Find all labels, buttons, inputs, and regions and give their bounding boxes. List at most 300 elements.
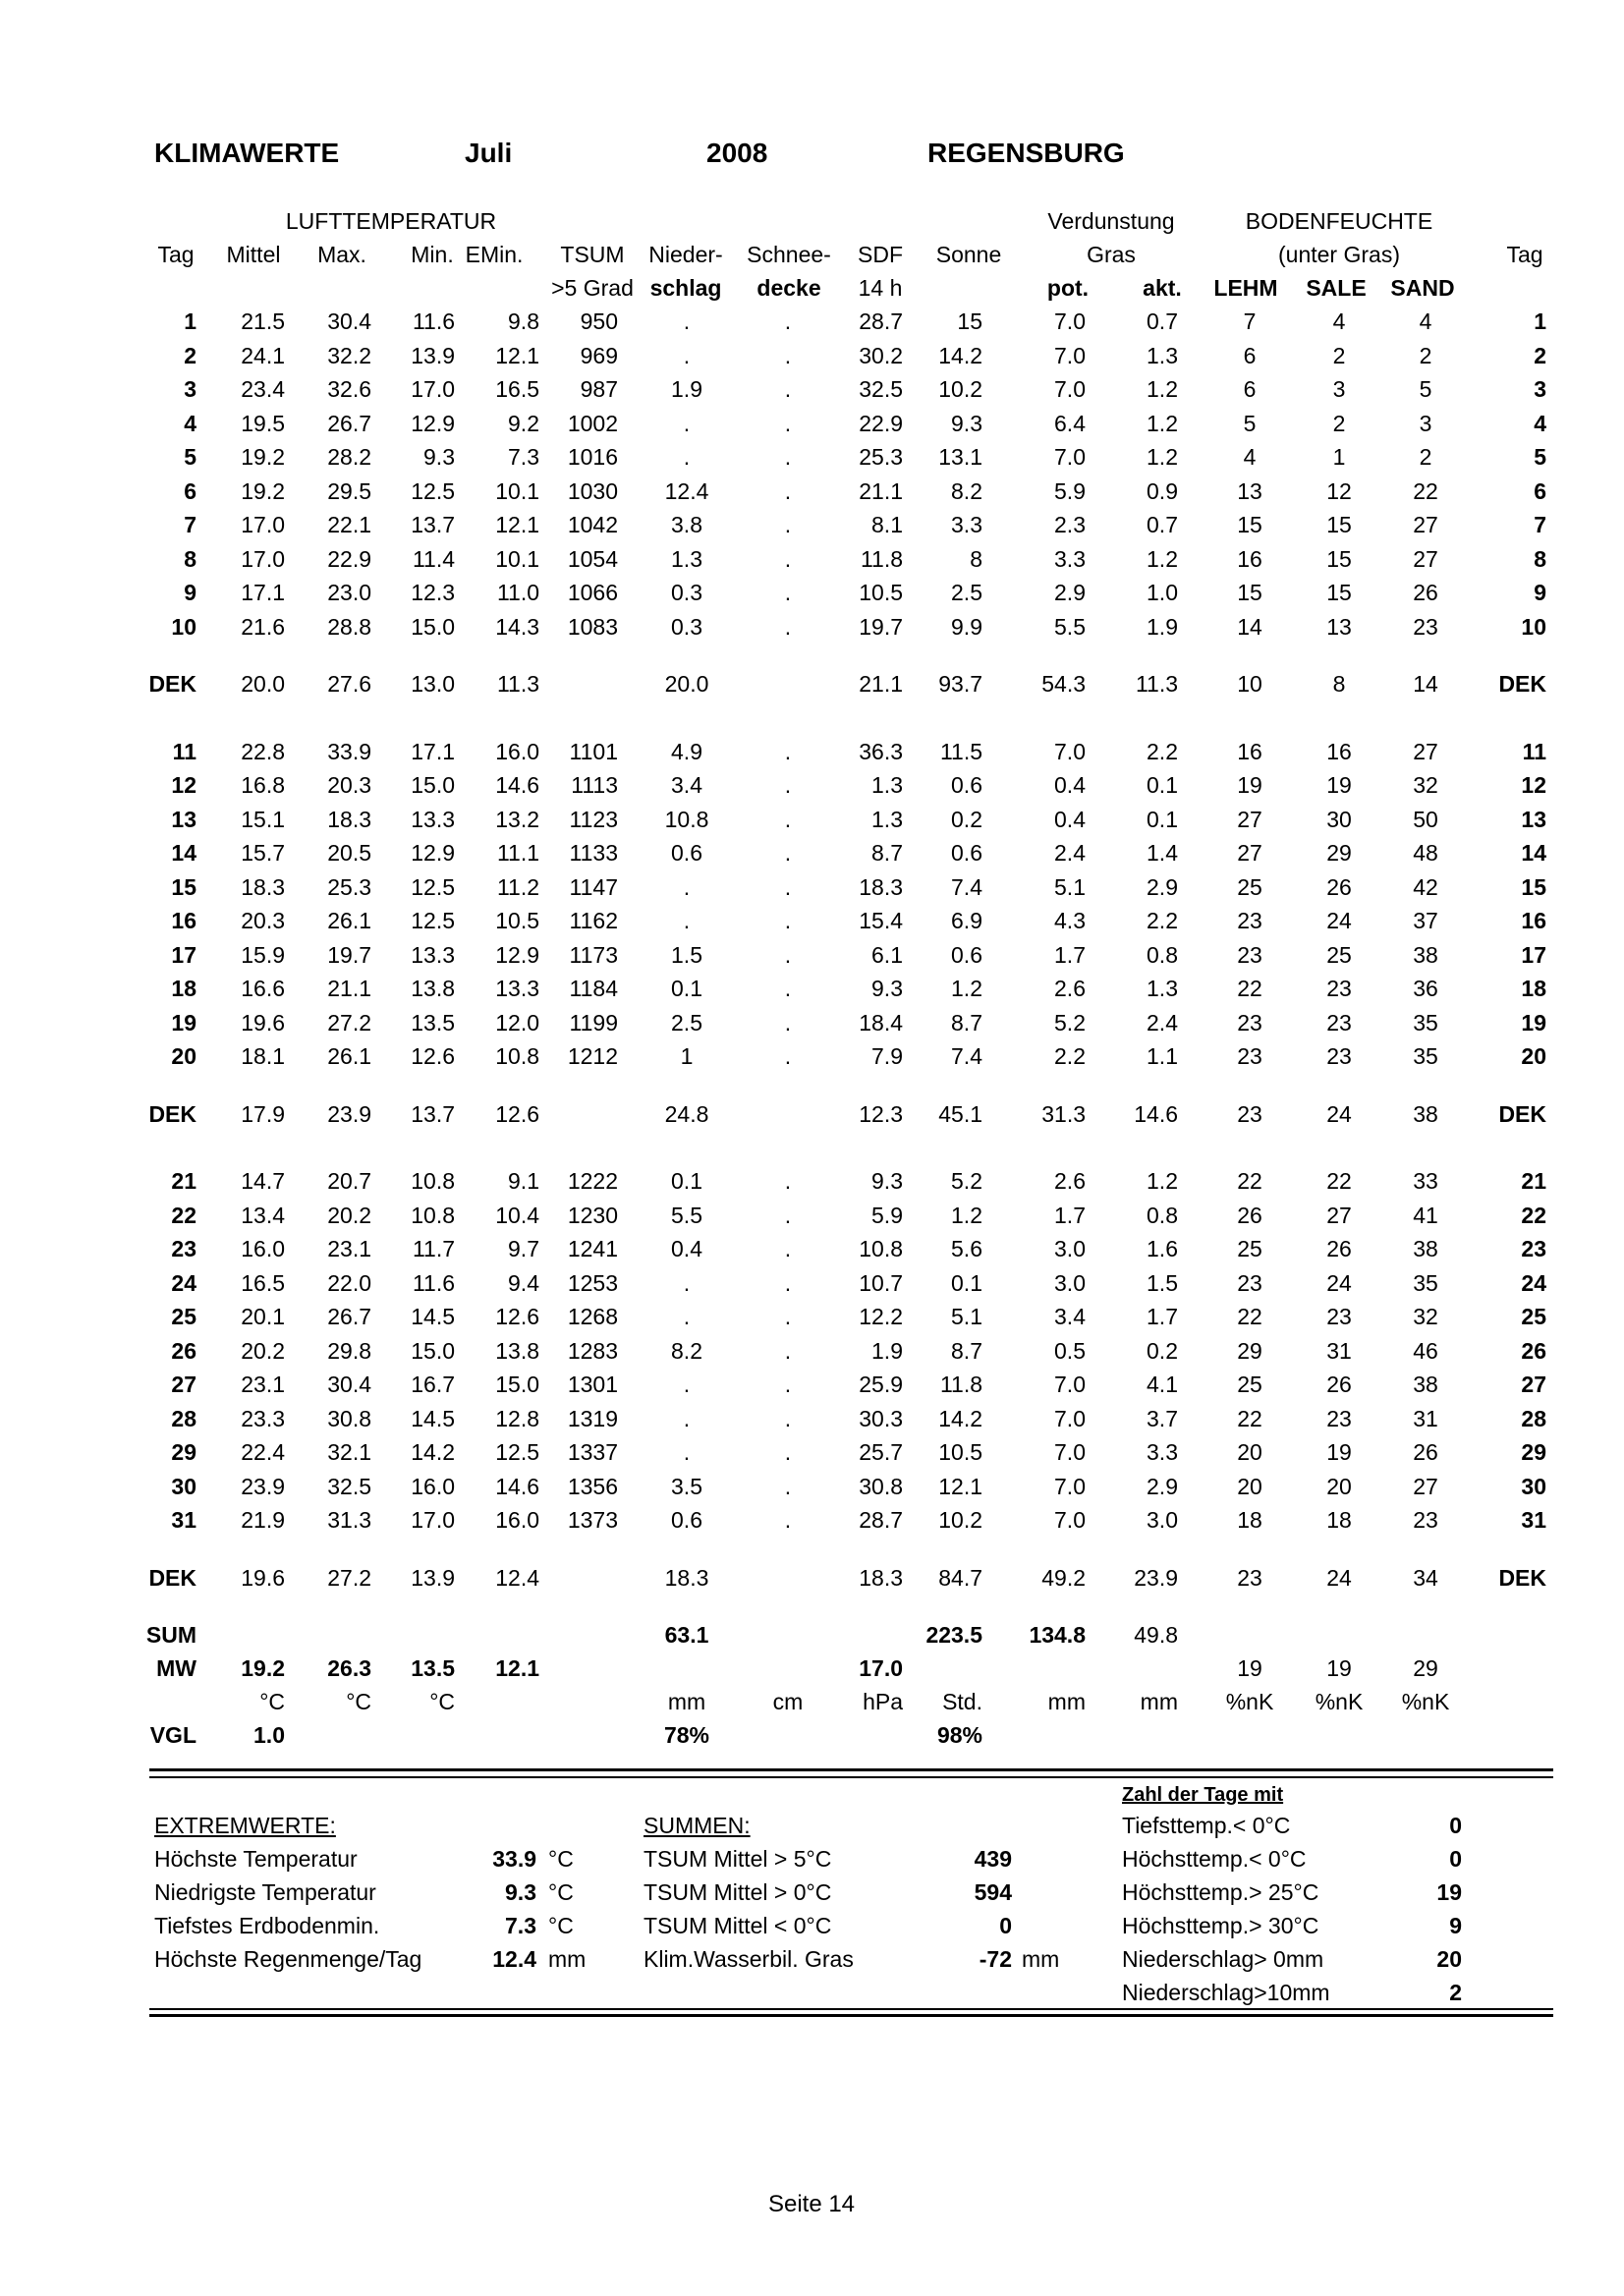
lehm-cell: 22 — [1237, 1406, 1262, 1431]
day-right-cell: DEK — [1498, 1565, 1546, 1591]
niederschlag-cell: 1.5 — [671, 942, 702, 968]
min-cell: 17.0 — [411, 376, 455, 402]
table-row — [0, 1269, 1624, 1297]
sale-cell: 30 — [1326, 807, 1352, 832]
tage-value: 0 — [1449, 1813, 1462, 1838]
header-sand: SAND — [1390, 275, 1455, 301]
tage-value: 20 — [1436, 1946, 1462, 1972]
tsum-cell: 1162 — [569, 908, 618, 933]
table-row — [0, 1235, 1624, 1262]
tsum-cell: 1042 — [567, 512, 618, 537]
emin-cell: 14.6 — [495, 1474, 539, 1499]
lehm-cell: 7 — [1243, 308, 1257, 334]
sand-cell: 29 — [1413, 1655, 1438, 1681]
sdf-cell: 21.1 — [859, 478, 903, 504]
mittel-cell: 18.3 — [241, 874, 285, 900]
sonne-cell: 7.4 — [951, 874, 982, 900]
header-nieder-sub: schlag — [649, 275, 722, 301]
sdf-cell: 1.3 — [871, 807, 903, 832]
mittel-cell: 16.6 — [241, 976, 285, 1001]
sale-cell: 26 — [1326, 1372, 1352, 1397]
summen-label: TSUM Mittel < 0°C — [644, 1913, 832, 1938]
day-right-cell: 30 — [1521, 1474, 1546, 1499]
niederschlag-cell: 78% — [663, 1722, 710, 1748]
verd-pot-cell: 2.6 — [1054, 1168, 1086, 1194]
lehm-cell: 14 — [1237, 614, 1262, 640]
lehm-cell: 22 — [1237, 1168, 1262, 1194]
niederschlag-cell: 20.0 — [664, 671, 709, 697]
day-right-cell: DEK — [1498, 1101, 1546, 1127]
extrem-value: 12.4 — [492, 1946, 536, 1972]
niederschlag-cell: . — [683, 874, 691, 900]
mittel-cell: 19.6 — [241, 1010, 285, 1036]
emin-cell: 9.8 — [508, 308, 539, 334]
sand-cell: 32 — [1413, 772, 1438, 798]
report-title: KLIMAWERTE — [154, 138, 340, 168]
table-row — [0, 477, 1624, 505]
tage-value: 9 — [1449, 1913, 1462, 1938]
schneedecke-cell: . — [784, 411, 792, 436]
sale-cell: 4 — [1332, 308, 1346, 334]
sonne-cell: 9.9 — [951, 614, 982, 640]
verd-akt-cell: 1.2 — [1147, 1168, 1178, 1194]
sand-cell: 36 — [1413, 976, 1438, 1001]
table-row — [0, 975, 1624, 1002]
sonne-cell: 5.1 — [951, 1304, 982, 1329]
sand-cell: 14 — [1413, 671, 1438, 697]
verd-pot-cell: 7.0 — [1054, 1474, 1086, 1499]
tage-value: 0 — [1449, 1846, 1462, 1872]
sand-cell: 22 — [1413, 478, 1438, 504]
max-cell: 30.4 — [327, 308, 371, 334]
lehm-cell: 16 — [1237, 546, 1262, 572]
dek-row — [0, 1564, 1624, 1592]
tage-label: Höchsttemp.> 30°C — [1122, 1913, 1319, 1938]
day-cell: 5 — [184, 444, 196, 470]
sonne-cell: 14.2 — [938, 343, 982, 368]
day-cell: 18 — [171, 976, 196, 1001]
extrem-unit: °C — [548, 1913, 574, 1938]
sonne-cell: 223.5 — [925, 1622, 982, 1648]
emin-cell: 16.0 — [495, 1507, 539, 1533]
niederschlag-cell: 5.5 — [671, 1203, 702, 1228]
summen-value: 594 — [974, 1879, 1012, 1905]
tage-value: 19 — [1436, 1879, 1462, 1905]
lehm-cell: 4 — [1243, 444, 1257, 470]
schneedecke-cell: . — [784, 580, 792, 605]
min-cell: 14.2 — [411, 1439, 455, 1465]
mittel-cell: 19.5 — [241, 411, 285, 436]
sale-cell: 2 — [1332, 411, 1346, 436]
verd-pot-cell: 0.4 — [1054, 772, 1086, 798]
day-cell: 3 — [184, 376, 196, 402]
sonne-cell: 10.2 — [938, 376, 982, 402]
report-month: Juli — [465, 138, 513, 168]
schneedecke-cell: . — [784, 807, 792, 832]
verd-akt-cell: 0.9 — [1147, 478, 1178, 504]
lehm-cell: 23 — [1237, 1010, 1262, 1036]
sdf-cell: 1.3 — [871, 772, 903, 798]
day-right-cell: 13 — [1521, 807, 1546, 832]
min-cell: 17.1 — [411, 739, 455, 764]
sonne-cell: 8 — [970, 546, 982, 572]
verd-akt-cell: 1.1 — [1147, 1043, 1178, 1069]
lehm-cell: 23 — [1237, 1101, 1262, 1127]
lehm-cell: 29 — [1237, 1338, 1262, 1364]
niederschlag-cell: 0.6 — [671, 1507, 702, 1533]
sand-cell: 38 — [1413, 1101, 1438, 1127]
schneedecke-cell: . — [784, 1168, 792, 1194]
min-cell: 13.7 — [411, 512, 455, 537]
lehm-cell: 26 — [1237, 1203, 1262, 1228]
sand-cell: 32 — [1413, 1304, 1438, 1329]
schneedecke-cell: . — [784, 444, 792, 470]
tsum-cell: 950 — [580, 308, 618, 334]
extrem-label: Niedrigste Temperatur — [154, 1879, 376, 1905]
schneedecke-cell: . — [784, 376, 792, 402]
max-cell: 32.5 — [327, 1474, 371, 1499]
tage-heading: Zahl der Tage mit — [1122, 1784, 1284, 1806]
lehm-cell: 25 — [1237, 1236, 1262, 1261]
min-cell: 15.0 — [411, 772, 455, 798]
sand-cell: 35 — [1413, 1270, 1438, 1296]
sale-cell: 12 — [1326, 478, 1352, 504]
day-cell: 4 — [184, 411, 196, 436]
sand-cell: 48 — [1413, 840, 1438, 866]
schneedecke-cell: . — [784, 1043, 792, 1069]
mittel-cell: 23.1 — [241, 1372, 285, 1397]
sdf-cell: 18.3 — [859, 874, 903, 900]
tsum-cell: 1054 — [567, 546, 618, 572]
sand-cell: 34 — [1413, 1565, 1438, 1591]
emin-cell: 12.6 — [495, 1304, 539, 1329]
sdf-cell: 17.0 — [859, 1655, 903, 1681]
sale-cell: 24 — [1326, 1565, 1352, 1591]
extrem-value: 9.3 — [505, 1879, 536, 1905]
extremwerte-heading: EXTREMWERTE: — [154, 1813, 336, 1838]
min-cell: 14.5 — [411, 1406, 455, 1431]
sdf-cell: 30.3 — [859, 1406, 903, 1431]
header-lehm: LEHM — [1213, 275, 1278, 301]
sdf-cell: 9.3 — [871, 976, 903, 1001]
sdf-cell: 25.9 — [859, 1372, 903, 1397]
verd-pot-cell: 49.2 — [1041, 1565, 1086, 1591]
header-schnee: Schnee- — [747, 242, 831, 267]
sdf-cell: 8.1 — [871, 512, 903, 537]
tsum-cell: 1241 — [567, 1236, 618, 1261]
max-cell: 27.2 — [327, 1565, 371, 1591]
sand-cell: 4 — [1419, 308, 1432, 334]
table-row — [0, 308, 1624, 335]
table-row — [0, 907, 1624, 934]
day-cell: 8 — [184, 546, 196, 572]
sand-cell: 23 — [1413, 1507, 1438, 1533]
max-cell: 26.7 — [327, 411, 371, 436]
table-row — [0, 410, 1624, 437]
sand-cell: 31 — [1413, 1406, 1438, 1431]
day-right-cell: 8 — [1534, 546, 1546, 572]
sonne-cell: 1.2 — [951, 1203, 982, 1228]
sale-cell: 25 — [1326, 942, 1352, 968]
sale-cell: 24 — [1326, 1101, 1352, 1127]
sale-cell: 23 — [1326, 976, 1352, 1001]
day-cell: 12 — [171, 772, 196, 798]
verd-pot-cell: 7.0 — [1054, 343, 1086, 368]
min-cell: 13.9 — [411, 1565, 455, 1591]
day-right-cell: 5 — [1534, 444, 1546, 470]
tsum-cell: 1222 — [567, 1168, 618, 1194]
sand-cell: 23 — [1413, 614, 1438, 640]
sdf-cell: 10.8 — [859, 1236, 903, 1261]
tsum-cell: 1337 — [567, 1439, 618, 1465]
sonne-cell: 3.3 — [951, 512, 982, 537]
mittel-cell: 16.0 — [241, 1236, 285, 1261]
tsum-cell: 1101 — [569, 739, 618, 764]
tsum-cell: 1253 — [567, 1270, 618, 1296]
min-cell: 13.0 — [411, 671, 455, 697]
verd-pot-cell: 7.0 — [1054, 1372, 1086, 1397]
extrem-label: Höchste Temperatur — [154, 1846, 358, 1872]
mittel-cell: 18.1 — [241, 1043, 285, 1069]
header-unter-gras: (unter Gras) — [1278, 242, 1400, 267]
mittel-cell: 15.9 — [241, 942, 285, 968]
sdf-cell: 7.9 — [871, 1043, 903, 1069]
niederschlag-cell: 0.1 — [671, 1168, 702, 1194]
niederschlag-cell: 0.6 — [671, 840, 702, 866]
verd-akt-cell: 3.3 — [1147, 1439, 1178, 1465]
sand-cell: 38 — [1413, 1236, 1438, 1261]
lehm-cell: 10 — [1237, 671, 1262, 697]
verd-akt-cell: 2.2 — [1147, 908, 1178, 933]
schneedecke-cell: . — [784, 1372, 792, 1397]
verd-akt-cell: 1.2 — [1147, 444, 1178, 470]
lehm-cell: 23 — [1237, 1565, 1262, 1591]
sonne-cell: 6.9 — [951, 908, 982, 933]
table-bottom-rule — [149, 1768, 1553, 1771]
sdf-cell: 5.9 — [871, 1203, 903, 1228]
tsum-cell: 1356 — [567, 1474, 618, 1499]
table-row — [0, 839, 1624, 867]
verd-pot-cell: 6.4 — [1054, 411, 1086, 436]
header-gras: Gras — [1087, 242, 1136, 267]
max-cell: 22.0 — [327, 1270, 371, 1296]
day-right-cell: 4 — [1534, 411, 1546, 436]
emin-cell: 12.8 — [495, 1406, 539, 1431]
table-row — [0, 1438, 1624, 1466]
verd-pot-cell: 7.0 — [1054, 308, 1086, 334]
niederschlag-cell: . — [683, 1304, 691, 1329]
schneedecke-cell: . — [784, 1203, 792, 1228]
sdf-cell: 30.2 — [859, 343, 903, 368]
mittel-cell: 23.4 — [241, 376, 285, 402]
sdf-cell: 15.4 — [859, 908, 903, 933]
day-right-cell: 3 — [1534, 376, 1546, 402]
niederschlag-cell: . — [683, 1372, 691, 1397]
header-akt: akt. — [1143, 275, 1182, 301]
day-right-cell: 29 — [1521, 1439, 1546, 1465]
day-cell: DEK — [148, 671, 196, 697]
lehm-cell: 16 — [1237, 739, 1262, 764]
tsum-cell: 1373 — [567, 1507, 618, 1533]
min-cell: 12.5 — [411, 478, 455, 504]
table-row — [0, 342, 1624, 369]
sale-cell: 2 — [1332, 343, 1346, 368]
sonne-cell: 8.7 — [951, 1010, 982, 1036]
verd-pot-cell: 1.7 — [1054, 942, 1086, 968]
schneedecke-cell: . — [784, 1270, 792, 1296]
max-cell: 32.2 — [327, 343, 371, 368]
day-right-cell: 24 — [1521, 1270, 1546, 1296]
sonne-cell: 11.8 — [939, 1372, 982, 1397]
header-bodenfeuchte: BODENFEUCHTE — [1245, 208, 1433, 234]
verd-akt-cell: 0.1 — [1147, 807, 1178, 832]
sonne-cell: 14.2 — [938, 1406, 982, 1431]
sand-cell: 26 — [1413, 1439, 1438, 1465]
day-right-cell: 17 — [1521, 942, 1546, 968]
table-row — [0, 1202, 1624, 1229]
dek-row — [0, 670, 1624, 698]
header-nieder: Nieder- — [648, 242, 723, 267]
schneedecke-cell: . — [784, 942, 792, 968]
verd-pot-cell: 5.2 — [1054, 1010, 1086, 1036]
min-cell: 16.7 — [411, 1372, 455, 1397]
summen-label: Klim.Wasserbil. Gras — [644, 1946, 854, 1972]
sonne-cell: 15 — [957, 308, 982, 334]
emin-cell: 10.1 — [495, 478, 539, 504]
niederschlag-cell: 0.3 — [671, 580, 702, 605]
min-cell: 12.9 — [411, 840, 455, 866]
sonne-cell: 93.7 — [938, 671, 982, 697]
schneedecke-cell: . — [784, 1406, 792, 1431]
mittel-cell: 24.1 — [241, 343, 285, 368]
mittel-cell: 17.9 — [241, 1101, 285, 1127]
sonne-cell: 2.5 — [951, 580, 982, 605]
verd-pot-cell: 4.3 — [1054, 908, 1086, 933]
verd-akt-cell: mm — [1140, 1689, 1178, 1714]
mittel-cell: 22.8 — [241, 739, 285, 764]
sale-cell: 19 — [1326, 1655, 1352, 1681]
verd-akt-cell: 1.9 — [1147, 614, 1178, 640]
verd-akt-cell: 0.7 — [1147, 512, 1178, 537]
sdf-cell: 11.8 — [860, 546, 903, 572]
schneedecke-cell: . — [784, 1010, 792, 1036]
max-cell: 26.7 — [327, 1304, 371, 1329]
mittel-cell: 23.3 — [241, 1406, 285, 1431]
day-cell: 22 — [171, 1203, 196, 1228]
header-sdf: SDF — [858, 242, 903, 267]
tage-label: Niederschlag> 0mm — [1122, 1946, 1324, 1972]
sdf-cell: 10.7 — [859, 1270, 903, 1296]
day-right-cell: 2 — [1534, 343, 1546, 368]
lehm-cell: 22 — [1237, 976, 1262, 1001]
sale-cell: 19 — [1326, 1439, 1352, 1465]
sale-cell: 20 — [1326, 1474, 1352, 1499]
vgl-row — [0, 1721, 1624, 1749]
lehm-cell: 23 — [1237, 908, 1262, 933]
day-right-cell: 20 — [1521, 1043, 1546, 1069]
schneedecke-cell: . — [784, 840, 792, 866]
verd-pot-cell: 134.8 — [1029, 1622, 1086, 1648]
sand-cell: 5 — [1419, 376, 1432, 402]
sale-cell: 19 — [1326, 772, 1352, 798]
verd-pot-cell: 2.4 — [1054, 840, 1086, 866]
sonne-cell: 13.1 — [938, 444, 982, 470]
niederschlag-cell: mm — [667, 1689, 706, 1714]
sonne-cell: 0.6 — [951, 840, 982, 866]
sale-cell: 15 — [1326, 512, 1352, 537]
sonne-cell: 7.4 — [951, 1043, 982, 1069]
mittel-cell: 21.6 — [241, 614, 285, 640]
max-cell: 20.7 — [327, 1168, 371, 1194]
min-cell: °C — [429, 1689, 455, 1714]
extrem-unit: °C — [548, 1879, 574, 1905]
day-cell: 30 — [171, 1474, 196, 1499]
tsum-cell: 1133 — [569, 840, 618, 866]
verd-akt-cell: 1.0 — [1147, 580, 1178, 605]
emin-cell: 13.3 — [495, 976, 539, 1001]
day-right-cell: 23 — [1521, 1236, 1546, 1261]
day-cell: 17 — [171, 942, 196, 968]
day-cell: 28 — [171, 1406, 196, 1431]
sand-cell: 38 — [1413, 942, 1438, 968]
sdf-cell: 28.7 — [859, 308, 903, 334]
extrem-label: Höchste Regenmenge/Tag — [154, 1946, 422, 1972]
schneedecke-cell: . — [784, 478, 792, 504]
header-sdf-sub: 14 h — [858, 275, 903, 301]
table-row — [0, 806, 1624, 833]
sonne-cell: 0.1 — [951, 1270, 982, 1296]
min-cell: 12.5 — [411, 908, 455, 933]
lehm-cell: 25 — [1237, 1372, 1262, 1397]
verd-akt-cell: 0.8 — [1147, 1203, 1178, 1228]
mittel-cell: 20.0 — [241, 671, 285, 697]
units-row — [0, 1688, 1624, 1715]
sand-cell: 2 — [1419, 343, 1432, 368]
schneedecke-cell: . — [784, 772, 792, 798]
lehm-cell: 23 — [1237, 1043, 1262, 1069]
summen-value: 0 — [999, 1913, 1012, 1938]
mittel-cell: 16.5 — [241, 1270, 285, 1296]
niederschlag-cell: 3.5 — [671, 1474, 702, 1499]
schneedecke-cell: . — [784, 546, 792, 572]
mittel-cell: 15.1 — [241, 807, 285, 832]
mittel-cell: 21.5 — [241, 308, 285, 334]
verd-akt-cell: 1.4 — [1147, 840, 1178, 866]
day-right-cell: 18 — [1521, 976, 1546, 1001]
day-right-cell: 14 — [1521, 840, 1546, 866]
header-tag-right: Tag — [1506, 242, 1543, 267]
day-cell: 25 — [171, 1304, 196, 1329]
min-cell: 9.3 — [423, 444, 455, 470]
day-cell: 24 — [171, 1270, 196, 1296]
day-right-cell: 21 — [1521, 1168, 1546, 1194]
verd-pot-cell: 31.3 — [1041, 1101, 1086, 1127]
sale-cell: 26 — [1326, 1236, 1352, 1261]
verd-pot-cell: 0.5 — [1054, 1338, 1086, 1364]
sonne-cell: 10.5 — [938, 1439, 982, 1465]
schneedecke-cell: . — [784, 1338, 792, 1364]
day-cell: 9 — [184, 580, 196, 605]
verd-akt-cell: 3.7 — [1147, 1406, 1178, 1431]
table-row — [0, 1371, 1624, 1398]
tsum-cell: 1147 — [569, 874, 618, 900]
day-cell: 6 — [184, 478, 196, 504]
table-row — [0, 613, 1624, 641]
sonne-cell: 0.6 — [951, 942, 982, 968]
max-cell: 23.1 — [327, 1236, 371, 1261]
sand-cell: 27 — [1413, 546, 1438, 572]
max-cell: 29.8 — [327, 1338, 371, 1364]
